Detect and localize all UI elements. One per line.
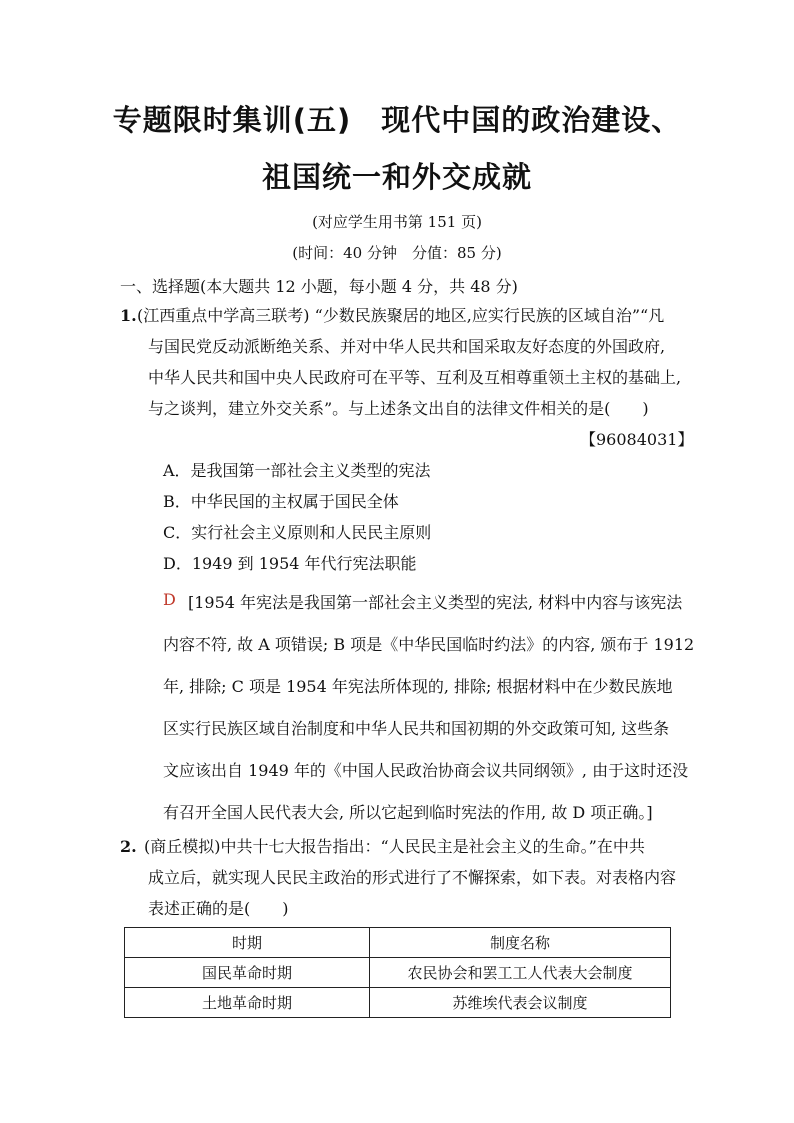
question-1-answer-line-1: [1954 年宪法是我国第一部社会主义类型的宪法, 材料中内容与该宪法 [188, 593, 683, 612]
question-1-code: 【96084031】 [580, 430, 694, 449]
question-1-option-c: C．实行社会主义原则和人民民主原则 [163, 523, 432, 542]
table-header-cell: 时期 [125, 928, 370, 958]
table-cell: 农民协会和罢工工人代表大会制度 [370, 958, 671, 988]
question-2-line-2: 成立后，就实现人民民主政治的形式进行了不懈探索，如下表。对表格内容 [148, 868, 677, 887]
time-score-note: (时间：40 分钟 分值：85 分) [292, 244, 502, 262]
table-cell: 苏维埃代表会议制度 [370, 988, 671, 1018]
question-2-line-3: 表述正确的是( ) [148, 899, 289, 918]
table-cell: 国民革命时期 [125, 958, 370, 988]
ref-page-note: (对应学生用书第 151 页) [312, 213, 482, 231]
question-1-option-d: D．1949 到 1954 年代行宪法职能 [163, 554, 417, 573]
question-2-number: 2. [120, 837, 137, 856]
question-1-option-a: A．是我国第一部社会主义类型的宪法 [163, 461, 431, 480]
period-system-table [124, 927, 671, 1018]
table-header-cell: 制度名称 [370, 928, 671, 958]
question-1-number: 1. [120, 306, 137, 325]
question-1-line-1: (江西重点中学高三联考) “少数民族聚居的地区,应实行民族的区域自治”“凡 [137, 306, 665, 325]
page-title-line-1: 专题限时集训(五) 现代中国的政治建设、 [112, 103, 682, 137]
question-1-answer-line-2: 内容不符, 故 A 项错误; B 项是《中华民国临时约法》的内容, 颁布于 1912 [163, 635, 695, 654]
question-1-answer-letter: D [163, 590, 176, 609]
table-cell: 土地革命时期 [125, 988, 370, 1018]
question-1-line-2: 与国民党反动派断绝关系、并对中华人民共和国采取友好态度的外国政府, [148, 337, 666, 356]
page-title-line-2: 祖国统一和外交成就 [261, 160, 532, 194]
question-2-line-1: (商丘模拟)中共十七大报告指出：“人民民主是社会主义的生命。”在中共 [144, 837, 645, 856]
table-header-row [125, 928, 671, 958]
section-heading: 一、选择题(本大题共 12 小题，每小题 4 分，共 48 分) [120, 277, 518, 296]
question-1-answer-line-3: 年, 排除; C 项是 1954 年宪法所体现的, 排除; 根据材料中在少数民族地 [163, 677, 673, 696]
table-row [125, 988, 671, 1018]
question-1-answer-line-6: 有召开全国人民代表大会, 所以它起到临时宪法的作用, 故 D 项正确。] [163, 803, 653, 822]
question-1-answer-line-4: 区实行民族区域自治制度和中华人民共和国初期的外交政策可知, 这些条 [163, 719, 670, 738]
question-1-line-4: 与之谈判，建立外交关系”。与上述条文出自的法律文件相关的是( ) [148, 399, 649, 418]
question-1-option-b: B．中华民国的主权属于国民全体 [163, 492, 399, 511]
question-1-line-3: 中华人民共和国中央人民政府可在平等、互利及互相尊重领土主权的基础上, [148, 368, 682, 387]
question-1-answer-line-5: 文应该出自 1949 年的《中国人民政治协商会议共同纲领》, 由于这时还没 [163, 761, 689, 780]
table-row [125, 958, 671, 988]
